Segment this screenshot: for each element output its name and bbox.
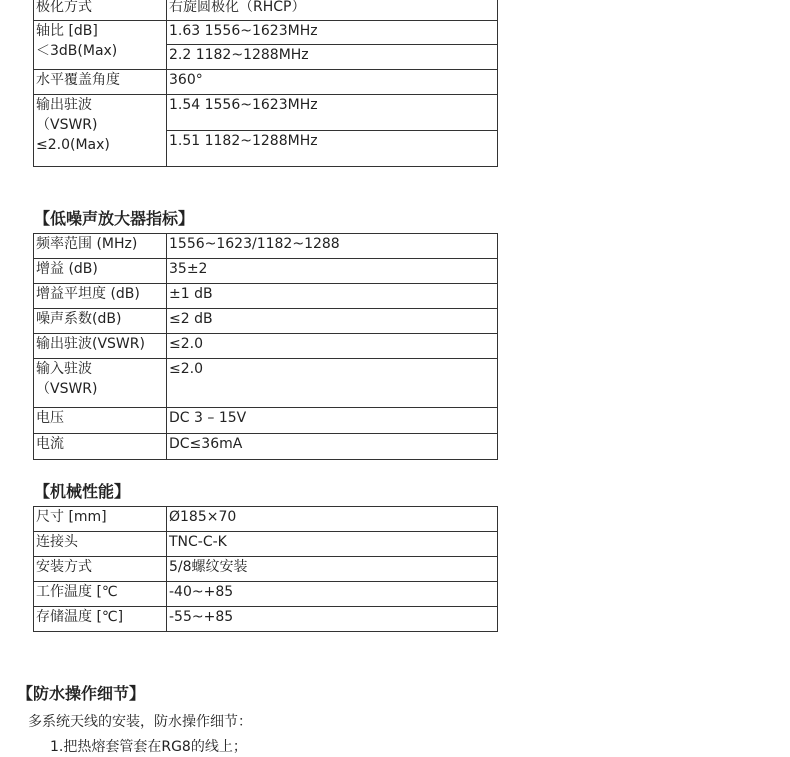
lna-row-label: 电流 xyxy=(34,434,167,460)
lna-row-label: 噪声系数(dB) xyxy=(34,309,167,334)
table-row xyxy=(34,434,498,460)
lna-row-label: 电压 xyxy=(34,408,167,434)
lna-row-value: ≤2.0 xyxy=(167,334,498,359)
lna-row-label: 频率范围 (MHz) xyxy=(34,234,167,259)
antenna-spec-table xyxy=(33,0,498,167)
table-row xyxy=(34,334,498,359)
table-row xyxy=(34,70,498,95)
mech-row-value: Ø185×70 xyxy=(167,507,498,532)
lna-row-value: ≤2 dB xyxy=(167,309,498,334)
polarization-value: 右旋圆极化（RHCP） xyxy=(167,0,498,21)
lna-row-label: 输出驻波(VSWR) xyxy=(34,334,167,359)
vswr-label: 输出驻波 （VSWR) ≤2.0(Max) xyxy=(34,95,167,167)
lna-row-label: 增益 (dB) xyxy=(34,259,167,284)
lna-row-value: DC 3 – 15V xyxy=(167,408,498,434)
vswr-value-2: 1.51 1182~1288MHz xyxy=(167,131,498,167)
mech-spec-table xyxy=(33,506,498,632)
mech-row-value: -40~+85 xyxy=(167,582,498,607)
lna-row-label: 增益平坦度 (dB) xyxy=(34,284,167,309)
axial-ratio-value-1: 1.63 1556~1623MHz xyxy=(167,21,498,45)
mech-row-label: 工作温度 [℃ xyxy=(34,582,167,607)
table-row xyxy=(34,582,498,607)
polarization-label: 极化方式 xyxy=(34,0,167,21)
mech-row-label: 连接头 xyxy=(34,532,167,557)
vswr-value-1: 1.54 1556~1623MHz xyxy=(167,95,498,131)
table-row xyxy=(34,532,498,557)
mech-row-label: 安装方式 xyxy=(34,557,167,582)
table-row xyxy=(34,607,498,632)
lna-row-value: ≤2.0 xyxy=(167,359,498,408)
lna-heading: 【低噪声放大器指标】 xyxy=(34,209,195,228)
table-row xyxy=(34,284,498,309)
lna-row-value: 35±2 xyxy=(167,259,498,284)
lna-row-value: 1556~1623/1182~1288 xyxy=(167,234,498,259)
table-row xyxy=(34,309,498,334)
table-row xyxy=(34,0,498,21)
waterproof-intro: 多系统天线的安装，防水操作细节： xyxy=(28,714,252,730)
table-row xyxy=(34,259,498,284)
coverage-value: 360° xyxy=(167,70,498,95)
table-row xyxy=(34,95,498,131)
coverage-label: 水平覆盖角度 xyxy=(34,70,167,95)
table-row xyxy=(34,408,498,434)
mech-row-label: 存储温度 [℃] xyxy=(34,607,167,632)
table-row xyxy=(34,359,498,408)
axial-ratio-value-2: 2.2 1182~1288MHz xyxy=(167,45,498,70)
mech-row-value: -55~+85 xyxy=(167,607,498,632)
waterproof-step-1: 1.把热熔套管套在RG8的线上； xyxy=(50,739,247,755)
mech-row-value: 5/8螺纹安装 xyxy=(167,557,498,582)
table-row xyxy=(34,557,498,582)
axial-ratio-label: 轴比 [dB] ＜3dB(Max) xyxy=(34,21,167,70)
lna-row-label: 输入驻波 （VSWR) xyxy=(34,359,167,408)
mech-row-value: TNC-C-K xyxy=(167,532,498,557)
table-row xyxy=(34,507,498,532)
mech-heading: 【机械性能】 xyxy=(34,482,131,501)
lna-row-value: DC≤36mA xyxy=(167,434,498,460)
table-row xyxy=(34,21,498,45)
waterproof-heading: 【防水操作细节】 xyxy=(17,684,146,703)
lna-row-value: ±1 dB xyxy=(167,284,498,309)
table-row xyxy=(34,234,498,259)
lna-spec-table xyxy=(33,233,498,460)
mech-row-label: 尺寸 [mm] xyxy=(34,507,167,532)
